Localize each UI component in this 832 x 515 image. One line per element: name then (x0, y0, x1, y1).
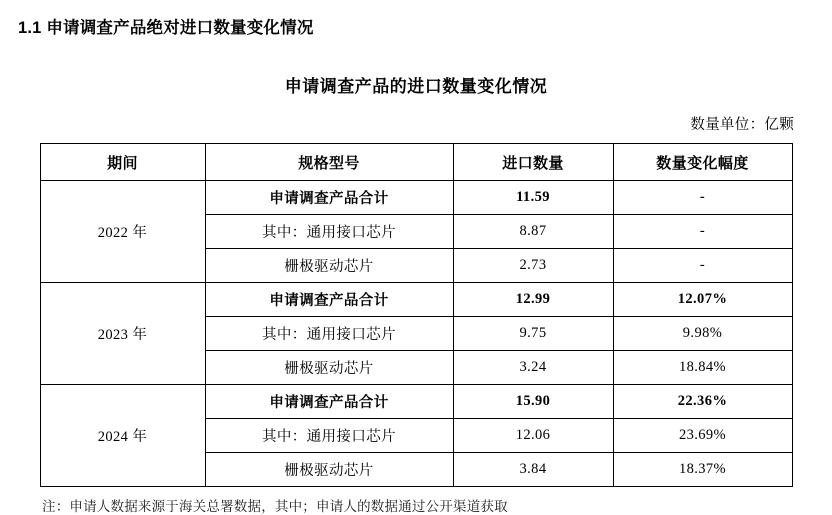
spec-cell: 栅极驱动芯片 (205, 453, 453, 487)
quantity-cell: 8.87 (453, 215, 613, 249)
period-cell: 2024 年 (40, 385, 205, 487)
spec-cell: 栅极驱动芯片 (205, 351, 453, 385)
column-header-spec: 规格型号 (205, 144, 453, 181)
table-title: 申请调查产品的进口数量变化情况 (284, 77, 548, 96)
quantity-cell: 15.90 (453, 385, 613, 419)
period-cell: 2022 年 (40, 181, 205, 283)
quantity-cell: 9.75 (453, 317, 613, 351)
quantity-cell: 11.59 (453, 181, 613, 215)
change-cell: 18.37% (613, 453, 792, 487)
column-header-change: 数量变化幅度 (613, 144, 792, 181)
quantity-cell: 3.84 (453, 453, 613, 487)
document-page (0, 14, 832, 514)
change-cell: 18.84% (613, 351, 792, 385)
change-cell: 22.36% (613, 385, 792, 419)
section-heading: 1.1 申请调查产品绝对进口数量变化情况 (18, 19, 314, 37)
table-row (40, 385, 792, 419)
quantity-cell: 12.99 (453, 283, 613, 317)
table-body (40, 181, 792, 487)
change-cell: 12.07% (613, 283, 792, 317)
quantity-cell: 2.73 (453, 249, 613, 283)
spec-cell: 栅极驱动芯片 (205, 249, 453, 283)
table-header-row (40, 144, 792, 181)
spec-cell: 其中：通用接口芯片 (205, 419, 453, 453)
period-cell: 2023 年 (40, 283, 205, 385)
unit-note: 数量单位：亿颗 (690, 117, 794, 133)
table-footnote: 注：申请人数据来源于海关总署数据，其中；申请人的数据通过公开渠道获取 (42, 499, 508, 514)
change-cell: 9.98% (613, 317, 792, 351)
spec-cell: 申请调查产品合计 (205, 283, 453, 317)
import-quantity-table (40, 143, 793, 487)
spec-cell: 其中：通用接口芯片 (205, 317, 453, 351)
spec-cell: 其中：通用接口芯片 (205, 215, 453, 249)
quantity-cell: 12.06 (453, 419, 613, 453)
change-cell: - (613, 249, 792, 283)
change-cell: - (613, 181, 792, 215)
change-cell: 23.69% (613, 419, 792, 453)
table-row (40, 181, 792, 215)
spec-cell: 申请调查产品合计 (205, 181, 453, 215)
table-row (40, 283, 792, 317)
column-header-quantity: 进口数量 (453, 144, 613, 181)
column-header-period: 期间 (40, 144, 205, 181)
spec-cell: 申请调查产品合计 (205, 385, 453, 419)
quantity-cell: 3.24 (453, 351, 613, 385)
change-cell: - (613, 215, 792, 249)
